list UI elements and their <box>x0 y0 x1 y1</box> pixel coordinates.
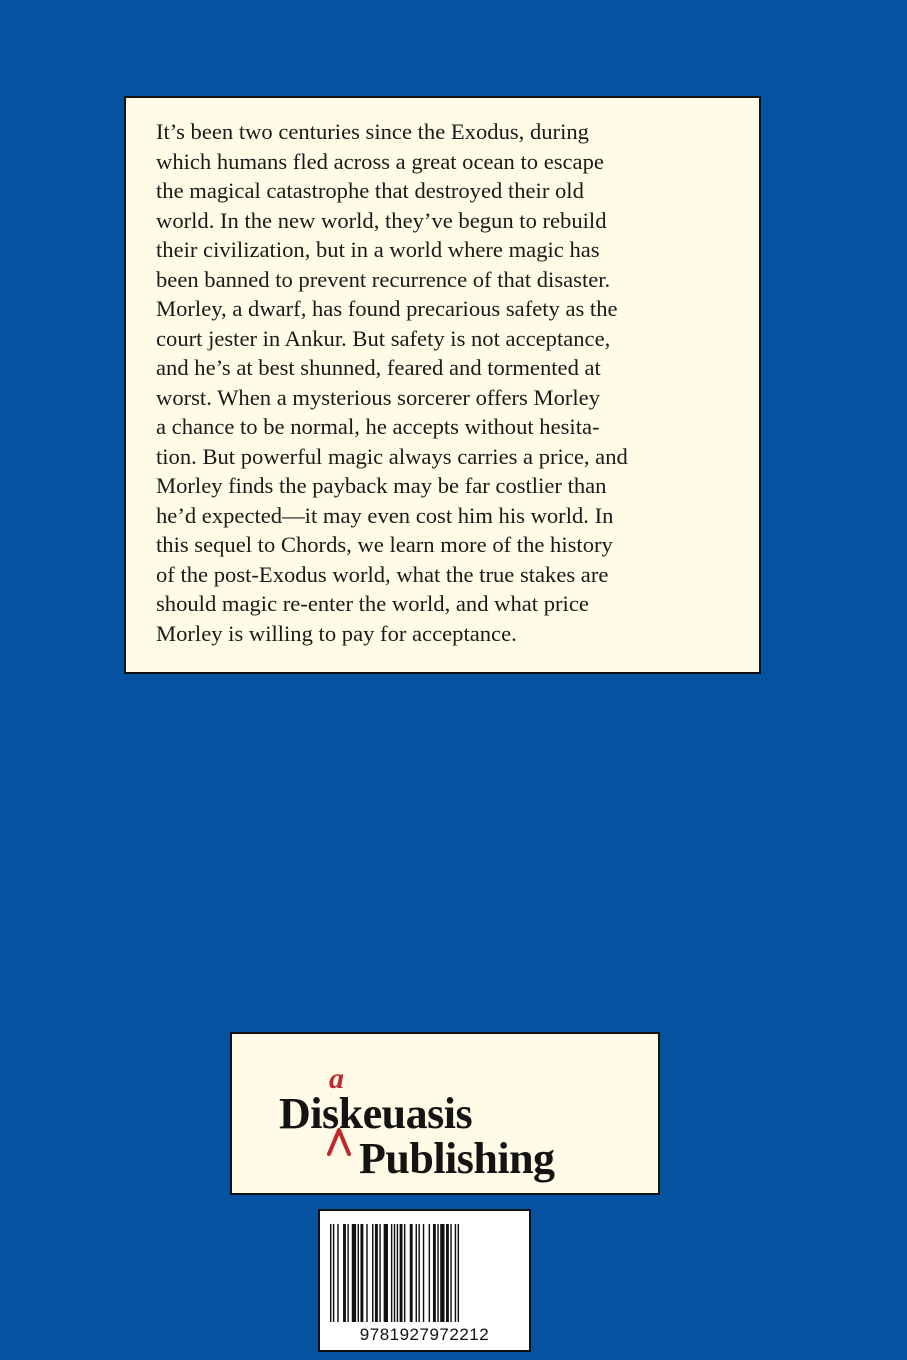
blurb-line: which humans fled across a great ocean to escape <box>156 148 604 174</box>
blurb-line: court jester in Ankur. But safety is not acceptance, <box>156 325 611 351</box>
isbn-number: 9781927972212 <box>359 1325 490 1344</box>
blurb-text <box>156 117 739 648</box>
blurb-line: Morley finds the payback may be far costlier than <box>156 473 607 498</box>
blurb-line: of the post-Exodus world, what the true stakes are <box>156 561 609 587</box>
blurb-line: their civilization, but in a world where magic has <box>156 237 600 262</box>
blurb-line: worst. When a mysterious sorcerer offers Morley <box>156 384 601 410</box>
blurb-box <box>124 96 761 674</box>
logo-word-publishing: Publishing <box>359 1134 555 1183</box>
publisher-logo <box>230 1032 660 1195</box>
blurb-line: world. In the new world, they’ve begun to rebuild <box>156 207 607 233</box>
blurb-line: a chance to be normal, he accepts without hesita- <box>156 414 600 439</box>
blurb-line: and he’s at best shunned, feared and tormented at <box>156 355 601 380</box>
blurb-line: been banned to prevent recurrence of that disaster. <box>156 266 611 292</box>
blurb-line: Morley is willing to pay for acceptance. <box>156 620 517 646</box>
blurb-line: the magical catastrophe that destroyed their old <box>156 178 584 203</box>
blurb-line: he’d expected—it may even cost him his world. In <box>156 502 614 528</box>
blurb-line: tion. But powerful magic always carries a price, and <box>156 443 628 469</box>
blurb-line: Morley, a dwarf, has found precarious safety as the <box>156 296 618 321</box>
blurb-line: this sequel to Chords, we learn more of the history <box>156 532 613 557</box>
isbn-barcode <box>318 1209 531 1352</box>
blurb-line: It’s been two centuries since the Exodus, during <box>156 119 589 144</box>
logo-insertion-letter: a <box>329 1062 344 1095</box>
blurb-line: should magic re-enter the world, and what price <box>156 591 589 616</box>
barcode-bars <box>330 1224 519 1322</box>
logo-word-diskeuasis: Diskeuasis <box>279 1089 473 1138</box>
